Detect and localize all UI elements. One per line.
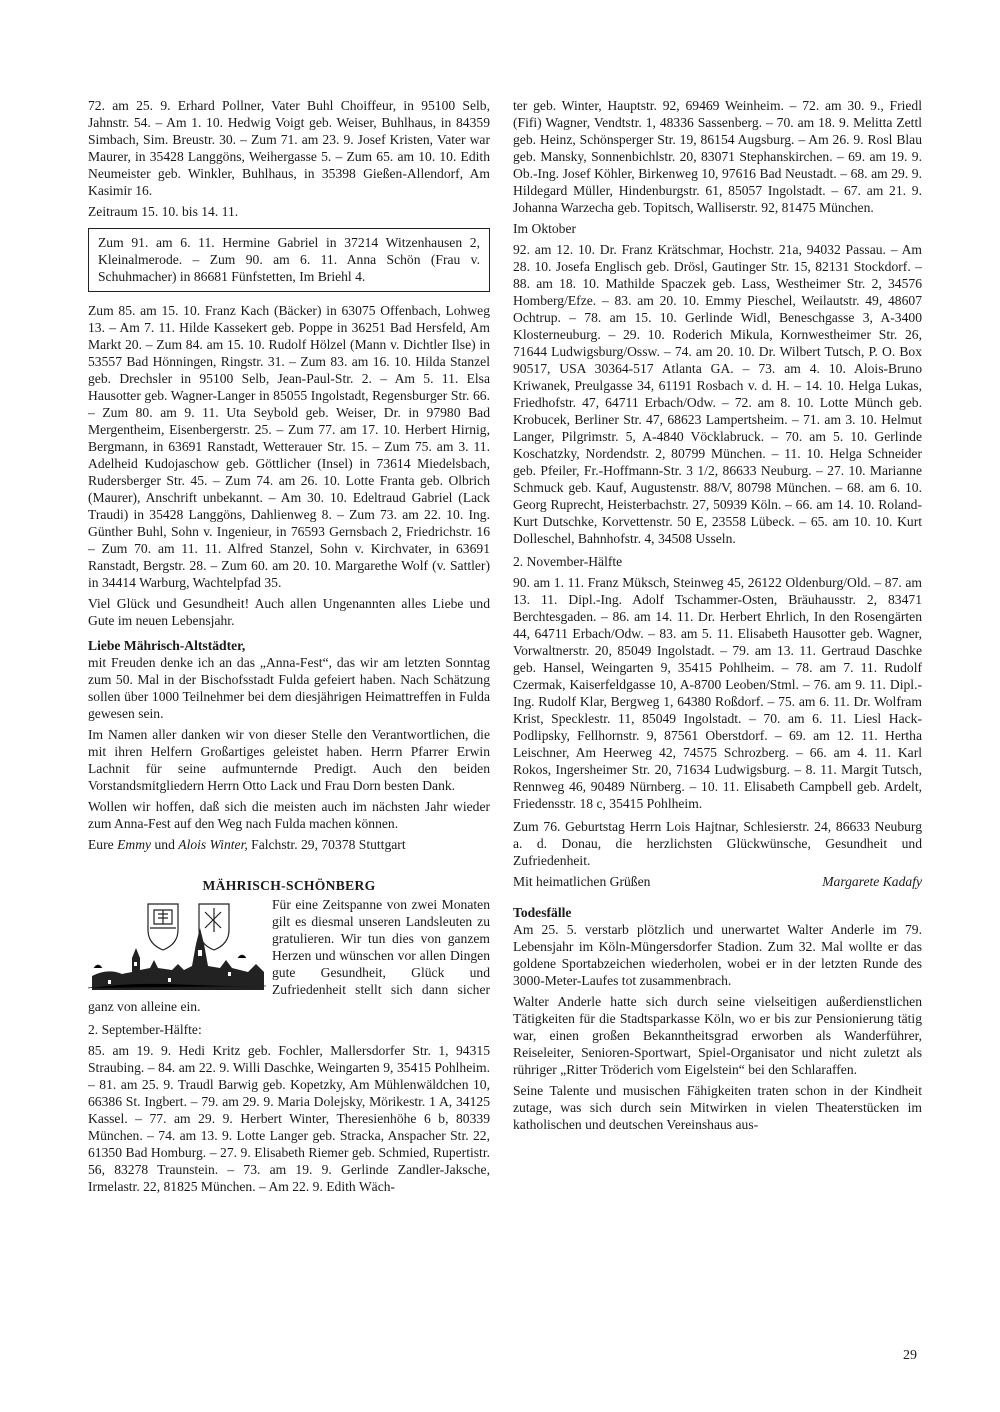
birthday-list-5: 92. am 12. 10. Dr. Franz Krätschmar, Hochstr. 21a, 94032 Passau. – Am 28. 10. Josefa Englisch geb. Drösl, Gautinger Str. 15, 82131 Stockdorf. – 88. am 18. 10. Mathilde Spaczek geb. Lass, Westheimer Str. 2, 34576 Homberg/Efze. – 83. am 20. 10. Emmy Pieschel, Weilautstr. 49, 48607 Ochtrup. – 78. am 15. 10. Gerlinde Widl, Beneschgasse 3, A-3400 Klosterneuburg. – 29. 10. Roderich Mikula, Kornwestheimer Str. 26, 71644 Ludwigsburg/Ossw. – 74. am 20. 10. Dr. Wilbert Tutsch, P. O. Box 90517, USA 30364-517 Atlanta GA. – 73. am 4. 10. Alois-Bruno Kriwanek, Preulgasse 34, 61191 Rosbach v. d. H. – 14. 10. Helga Lukas, Friedhofstr. 47, 64711 Erbach/Odw. – 72. am 8. 10. Lotte Münch geb. Krobucek, Berliner Str. 47, 68623 Lampertsheim. – 71. am 3. 10. Helmut Langer, Pilgrimstr. 5, A-4840 Vöcklabruck. – 70. am 5. 10. Gerlinde Koschatzky, Nordendstr. 2, 80799 München. – 11. 10. Helga Schneider geb. Pfeiler, Fr.-Hoffmann-Str. 3 1/2, 86633 Neuburg. – 27. 10. Marianne Schmuck geb. Kauf, Augustenstr. 88/V, 80798 München. – 68. am 6. 10. Georg Ruprecht, Heisterbachstr. 27, 50939 Köln. – 66. am 14. 10. Roland-Kurt Dutschke, Korvettenstr. 50 E, 23558 Lübeck. – 65. am 10. 10. Kurt Dolleschel, Bahnhofstr. 4, 34508 Usseln. (513, 242, 922, 546)
subheading-september: 2. September-Hälfte: (88, 1022, 202, 1037)
left-column (88, 97, 490, 1199)
letter-paragraph-1: mit Freuden denke ich an das „Anna-Fest“, das wir am letzten Sonntag zum 50. Mal in der Bischofsstadt Fulda gefeiert haben. Nach Schätzung sollen über 1000 Teilnehmer bei dem diesjährigen Heimattreffen in Fulda gewesen sein. (88, 655, 490, 721)
birthday-list-6: 90. am 1. 11. Franz Müksch, Steinweg 45, 26122 Oldenburg/Old. – 87. am 13. 11. Dipl.-Ing. Adolf Tschammer-Osten, Bräuhausstr. 2, 83471 Berchtesgaden. – 86. am 14. 11. Dr. Herbert Ehrlich, In den Rosengärten 44, 64711 Erbach/Odw. – 83. am 5. 11. Elisabeth Hausotter geb. Wagner, Vorwaltnerstr. 20, 85049 Ingolstadt. – 79. am 13. 11. Gertraud Daschke geb. Hansel, Weingarten 9, 35415 Pohlheim. – 78. am 7. 11. Rudolf Czermak, Kaiserfeldgasse 10, A-8700 Leoben/Stml. – 76. am 9. 11. Dipl.-Ing. Rudolf Klar, Bergweg 1, 64380 Roßdorf. – 75. am 6. 11. Dr. Wolfram Krist, Specklestr. 11, 85049 Ingolstadt. – 70. am 6. 11. Liesl Hack-Podlipsky, Fellhornstr. 9, 87561 Oberstdorf. – 69. am 12. 11. Hertha Leischner, Am Heerweg 42, 74575 Schrozberg. – 66. am 4. 11. Karl Rokos, Ingersheimer Str. 20, 71634 Ludwigsburg. – 8. 11. Margit Tutsch, Rennweg 46, 90489 Nürnberg. – 10. 11. Elisabeth Campbell geb. Ardelt, Friedensstr. 18 c, 35415 Pohlheim. (513, 575, 922, 811)
obituary-heading: Todesfälle (513, 905, 572, 920)
birthday-list-1: 72. am 25. 9. Erhard Pollner, Vater Buhl Choiffeur, in 95100 Selb, Jahnstr. 54. – Am 1. 10. Hedwig Voigt geb. Weiser, Buhlhaus, in 84359 Simbach, Sim. Breustr. 30. – Zum 71. am 23. 9. Josef Kristen, Vater war Maurer, in 35428 Langgöns, Weihergasse 5. – Zum 65. am 10. 10. Edith Neumeister geb. Winkler, Buhlhaus, in 35398 Gießen-Allendorf, Am Kasimir 16. (88, 98, 490, 198)
letter-heading: Liebe Mährisch-Altstädter, (88, 638, 246, 653)
closing-name-1: Emmy (117, 837, 152, 852)
closing-prefix: Eure (88, 837, 114, 852)
section-title: MÄHRISCH-SCHÖNBERG (202, 878, 376, 893)
birthday-list-3: 85. am 19. 9. Hedi Kritz geb. Fochler, Mallersdorfer Str. 1, 94315 Straubing. – 84. am 22. 9. Willi Daschke, Weingarten 9, 35415 Pohlheim. – 81. am 25. 9. Traudl Barwig geb. Kopetzky, Am Mühlenwäldchen 10, 66386 St. Ingbert. – 79. am 29. 9. Maria Dolejsky, Mörikestr. 1 A, 34125 Kassel. – 77. am 29. 9. Herbert Winter, Theresienhöhe 6 b, 80339 München. – 74. am 13. 9. Lotte Langer geb. Stracka, Anspacher Str. 22, 61350 Bad Homburg. – 27. 9. Elisabeth Riemer geb. Schmied, Rupertistr. 56, 83278 Traunstein. – 73. am 19. 9. Gerlinde Zandler-Jaksche, Irmelastr. 22, 81825 München. – Am 22. 9. Edith Wäch- (88, 1043, 490, 1194)
greeting-line: Mit heimatlichen Grüßen (513, 874, 651, 889)
right-column (513, 97, 922, 1137)
period-line: Zeitraum 15. 10. bis 14. 11. (88, 204, 239, 219)
birthday-greeting: Zum 76. Geburtstag Herrn Lois Hajtnar, Schlesierstr. 24, 86633 Neuburg a. d. Donau, die herzlichsten Glückwünsche, Gesundheit und Zufriedenheit. (513, 819, 922, 868)
page-number: 29 (903, 1348, 917, 1363)
birthday-list-4: ter geb. Winter, Hauptstr. 92, 69469 Weinheim. – 72. am 30. 9., Friedl (Fifi) Wagner, Vendtstr. 1, 48336 Sassenberg. – 70. am 18. 9. Melitta Zettl geb. Heinz, Schönsperger Str. 19, 86154 Augsburg. – Am 26. 9. Rosl Blau geb. Mansky, Sonnenbichlstr. 20, 83071 Stephanskirchen. – 69. am 19. 9. Ob.-Ing. Josef Köhler, Birkenweg 10, 97616 Bad Neustadt. – 68. am 29. 9. Hildegard Müller, Hindenburgstr. 61, 85057 Ingolstadt. – 67. am 21. 9. Johanna Warzecha geb. Topitsch, Walliserstr. 92, 81475 München. (513, 98, 922, 215)
section-intro: Für eine Zeitspanne von zwei Monaten gilt es diesmal unseren Landsleuten zu gratulieren. Wir tun dies von ganzem Herzen und wünschen vor allen Dingen gute Gesundheit, Glück und Zufriedenheit stellt sich dann sicher ganz von alleine ein. (88, 897, 490, 1014)
letter-closing (88, 836, 490, 853)
town-crest-and-skyline-icon (88, 898, 266, 990)
closing-und: und (154, 837, 175, 852)
highlight-box (88, 228, 490, 292)
subheading-november: 2. November-Hälfte (513, 554, 623, 569)
closing-address: Falchstr. 29, 70378 Stuttgart (251, 837, 406, 852)
subheading-october: Im Oktober (513, 221, 577, 236)
letter-paragraph-3: Wollen wir hoffen, daß sich die meisten auch im nächsten Jahr wieder zum Anna-Fest auf den Weg nach Fulda machen können. (88, 799, 490, 831)
signature: Margarete Kadafy (822, 874, 922, 889)
obituary-paragraph-2: Walter Anderle hatte sich durch seine vielseitigen außerdienstlichen Tätigkeiten für die Stadtsparkasse Köln, wo er bis zur Pensionierung tätig war, einen großen Bekanntheitsgrad erworben als Wanderführer, Reiseleiter, Senioren-Sportwart, Spiel-Organisator und nicht zuletzt als rühriger „Ritter Tröderich vom Eigelstein“ bei den Schlaraffen. (513, 994, 922, 1077)
letter-paragraph-2: Im Namen aller danken wir von dieser Stelle den Verantwortlichen, die mit ihren Helfern Großartiges geleistet haben. Herrn Pfarrer Erwin Lachnit für seine aufmunternde Predigt. Auch den beiden Vorstandsmitgliedern Herrn Otto Lack und Frau Dorn besten Dank. (88, 727, 490, 793)
wish-line: Viel Glück und Gesundheit! Auch allen Ungenannten alles Liebe und Gute im neuen Lebensjahr. (88, 596, 490, 628)
obituary-paragraph-1: Am 25. 5. verstarb plötzlich und unerwartet Walter Anderle im 79. Lebensjahr im Köln-Müngersdorfer Stadion. Zum 32. Mal wollte er das goldene Sportabzeichen wiederholen, wobei er in der letzten Runde des 3000-Meter-Laufes tot zusammenbrach. (513, 922, 922, 988)
obituary-paragraph-3: Seine Talente und musischen Fähigkeiten traten schon in der Kindheit zutage, was sich durch sein Mitwirken in vielen Theaterstücken im katholischen und deutschen Vereinshaus aus- (513, 1083, 922, 1132)
highlight-box-text: Zum 91. am 6. 11. Hermine Gabriel in 37214 Witzenhausen 2, Kleinalmerode. – Zum 90. am 6. 11. Anna Schön (Frau v. Schuhmacher) in 86681 Fünfstetten, Im Briehl 4. (98, 235, 480, 284)
birthday-list-2: Zum 85. am 15. 10. Franz Kach (Bäcker) in 63075 Offenbach, Lohweg 13. – Am 7. 11. Hilde Kassekert geb. Poppe in 36251 Bad Hersfeld, Am Markt 20. – Zum 84. am 15. 10. Rudolf Hölzel (Mann v. Dichtler Ilse) in 53557 Bad Hönningen, Ringstr. 31. – Zum 83. am 16. 10. Hilda Stanzel geb. Drechsler in 95100 Selb, Jean-Paul-Str. 2. – Am 5. 11. Elsa Hausotter geb. Wagner-Langer in 85055 Ingolstadt, Regensburger Str. 66. – Zum 80. am 9. 11. Uta Seybold geb. Weiser, Dr. in 97980 Bad Mergentheim, Eisenbergerstr. 25. – Zum 77. am 17. 10. Herbert Hirnig, Bergmann, in 63691 Ranstadt, Wetterauer Str. 15. – Zum 75. am 3. 11. Adelheid Kudojaschow geb. Göttlicher (Insel) in 73614 Miedelsbach, Rudersberger Str. 45. – Zum 74. am 26. 10. Lotte Franta geb. Olbrich (Maurer), Anschrift unbekannt. – Am 30. 10. Edeltraud Gabriel (Lack Traudi) in 35428 Langgöns, Dahlienweg 8. – Zum 73. am 22. 10. Ing. Günther Buhl, Sohn v. Ingenieur, in 76593 Gernsbach 2, Friedrichstr. 16 – Zum 70. am 11. 11. Alfred Stanzel, Sohn v. Kirchvater, in 63691 Ranstadt, Bergstr. 28. – Zum 60. am 20. 10. Margarethe Wolf (v. Sattler) in 34414 Warburg, Wachtelpfad 35. (88, 303, 490, 590)
signature-row (513, 873, 922, 890)
closing-name-2: Alois Winter, (178, 837, 248, 852)
